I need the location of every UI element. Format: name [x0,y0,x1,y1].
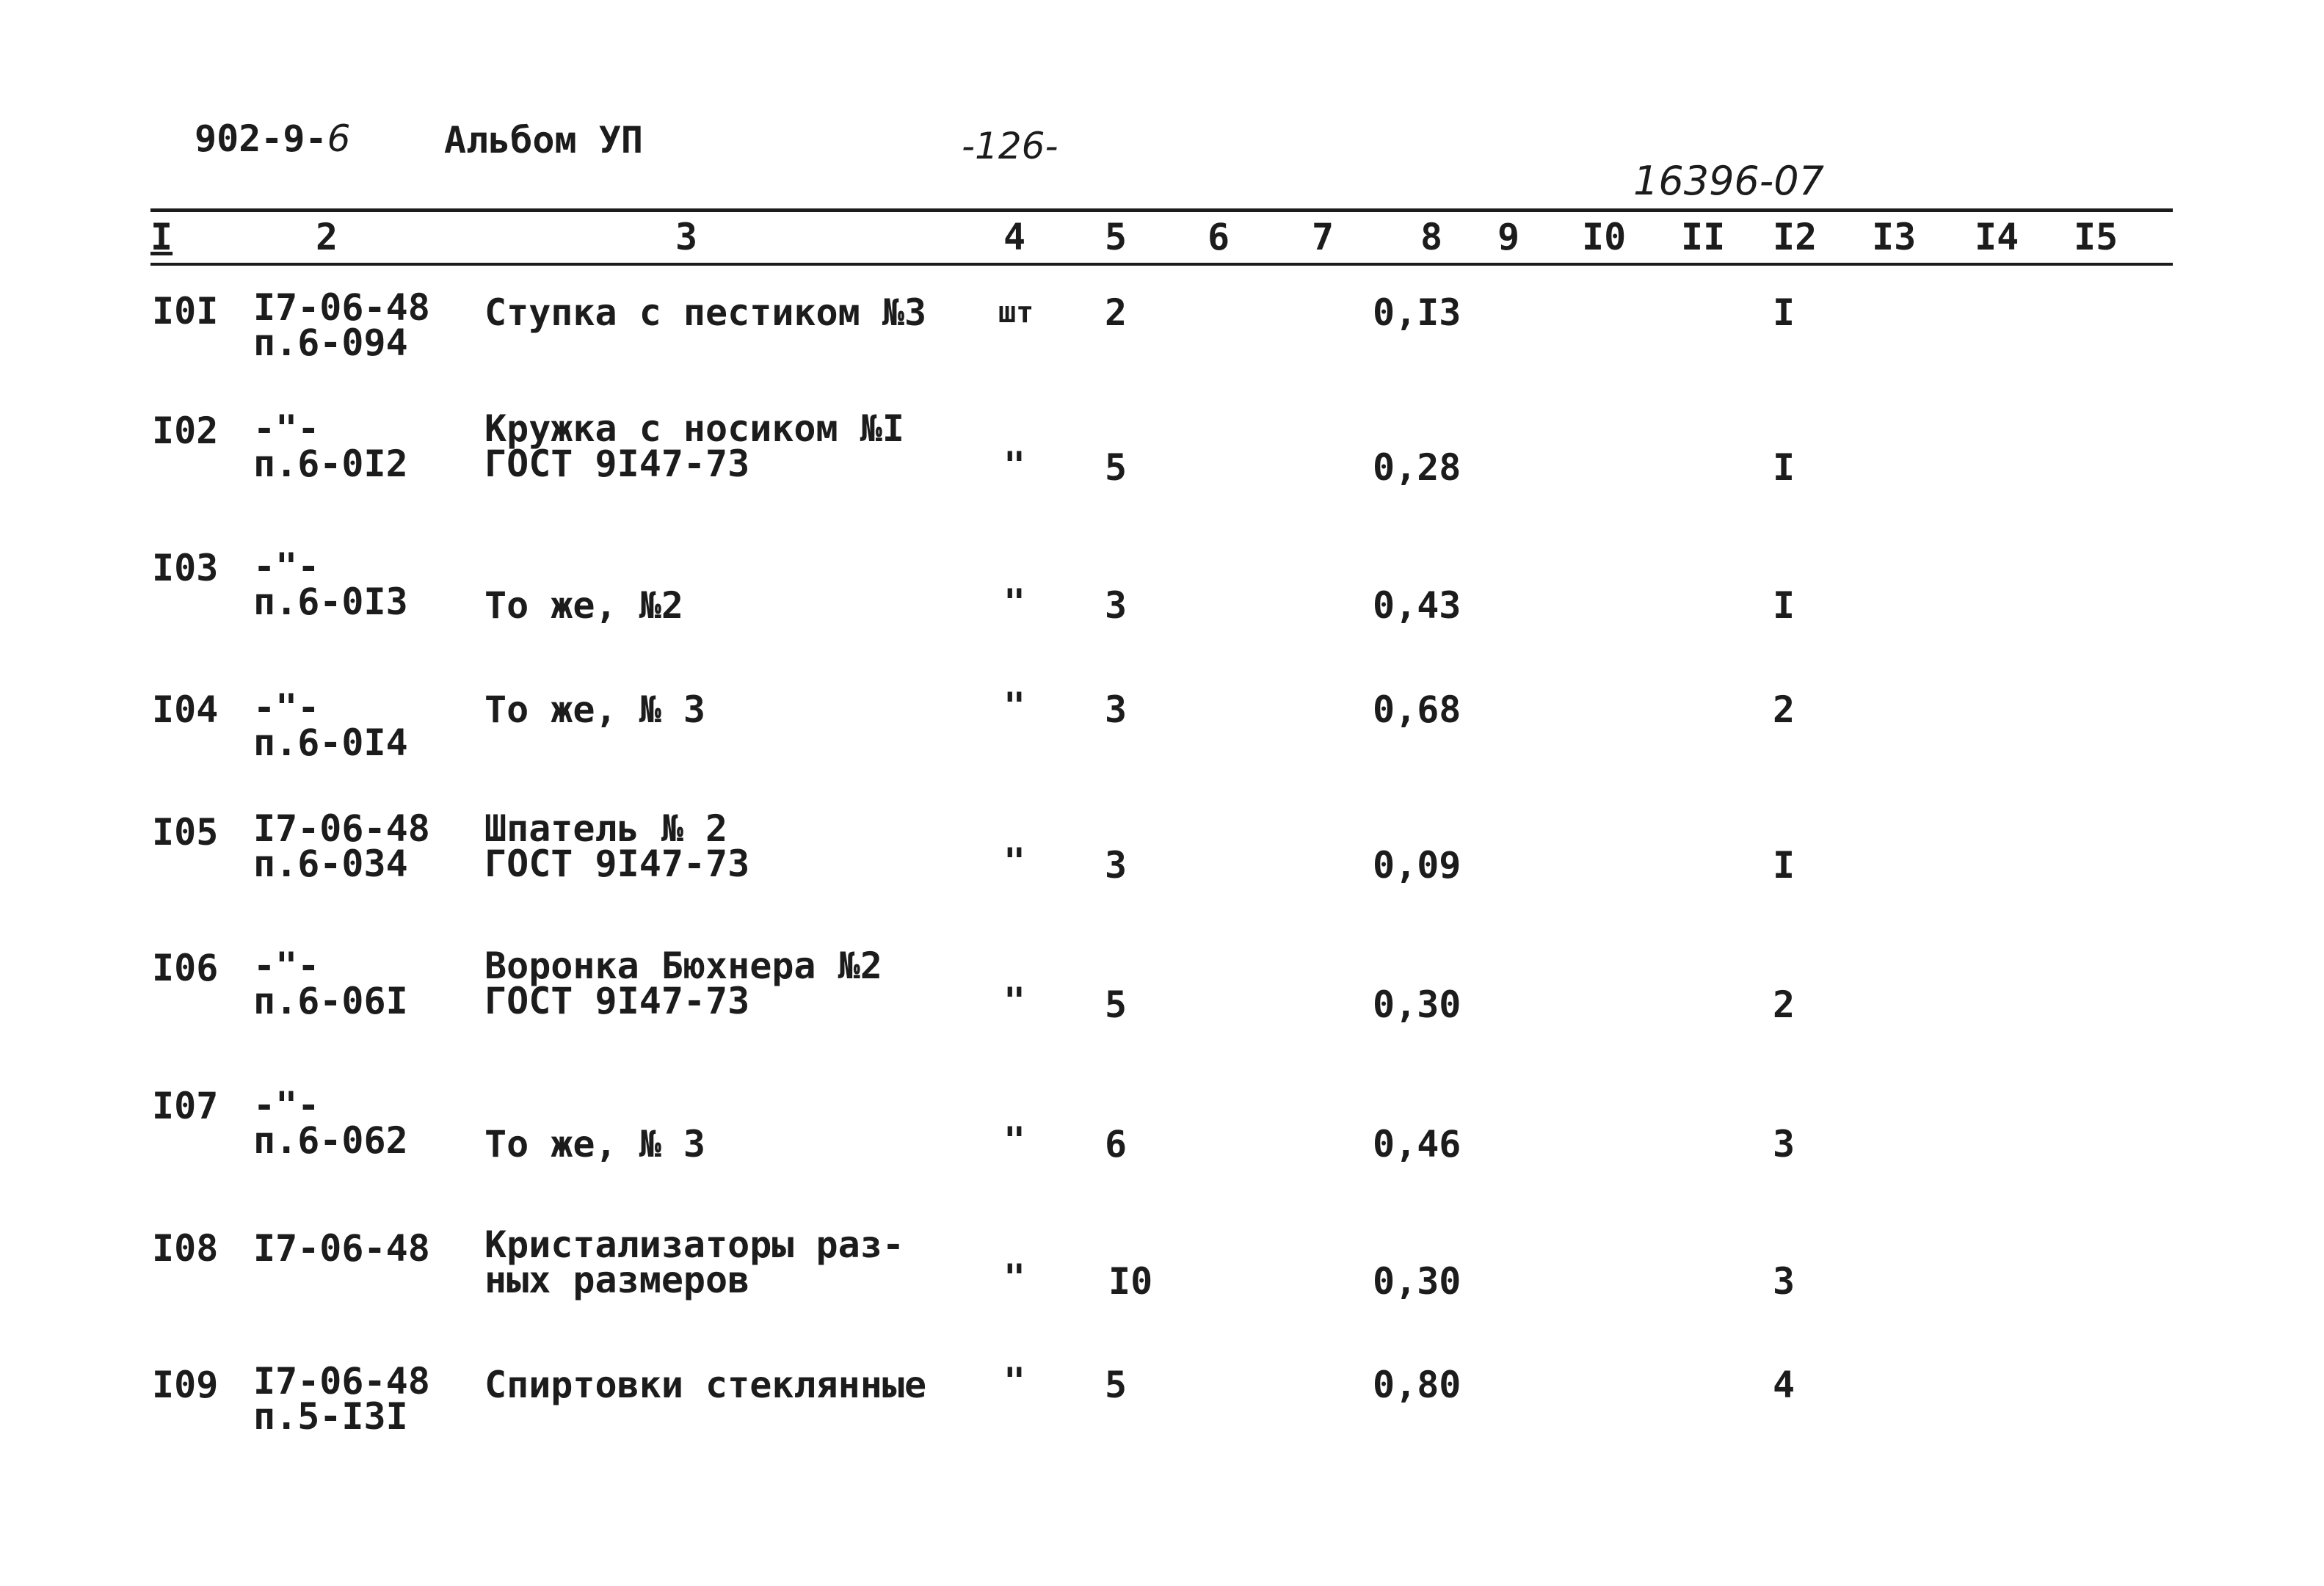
unit-cell: " [1003,581,1026,624]
column-number: 3 [675,216,698,258]
quantity-cell: 5 [1105,983,1127,1026]
document-code [195,117,350,160]
column-number: I2 [1773,216,1818,258]
code-line: -"- [253,686,320,729]
value-cell: 0,09 [1373,844,1461,887]
row-number: I09 [152,1364,219,1406]
value-cell: 0,80 [1373,1364,1461,1406]
code-cell [253,545,408,623]
quantity-cell: I0 [1108,1260,1153,1303]
value-cell: 0,46 [1373,1123,1461,1165]
unit-cell: " [1003,840,1026,883]
code-cell [253,1360,430,1438]
column-number: 2 [316,216,338,258]
value-cell: 0,43 [1373,584,1461,627]
quantity-cell: 5 [1105,446,1127,489]
item-name [484,807,750,885]
quantity-cell: 3 [1105,844,1127,887]
item-name: То же, №2 [484,584,683,627]
column-12-cell: 3 [1773,1123,1795,1165]
unit-cell: шт [998,296,1034,330]
code-line: -"- [253,945,320,987]
table-top-rule [150,208,2173,212]
item-name: Спиртовки стеклянные [484,1364,927,1406]
document-code-handwritten: 6 [327,117,351,160]
column-number: I [150,216,173,258]
column-number: I3 [1872,216,1917,258]
code-line: I7-06-48 [253,807,430,850]
column-number: 5 [1105,216,1127,258]
album-title: Альбом УП [444,119,643,161]
column-12-cell: 2 [1773,983,1795,1026]
column-12-cell: I [1773,291,1795,334]
value-cell: 0,30 [1373,1260,1461,1303]
unit-cell: " [1003,1360,1026,1403]
page-number: -126- [962,125,1058,167]
unit-cell: " [1003,444,1026,487]
code-cell [253,286,430,364]
row-number: I07 [152,1085,219,1127]
item-name: То же, № 3 [484,1123,706,1165]
item-name [484,945,882,1022]
row-number: I0I [152,290,219,332]
item-name-line: ГОСТ 9I47-73 [484,443,750,485]
code-line: п.6-0I3 [253,581,408,623]
row-number: I08 [152,1227,219,1270]
unit-cell: " [1003,685,1026,727]
code-line: п.6-034 [253,843,408,885]
table-header-rule [150,263,2173,266]
column-12-cell: 3 [1773,1260,1795,1303]
code-line: п.6-0I4 [253,721,408,764]
row-number: I06 [152,947,219,989]
code-cell: I7-06-48 [253,1227,430,1270]
item-name-line: Воронка Бюхнера №2 [484,945,882,987]
item-name-line: ГОСТ 9I47-73 [484,980,750,1022]
code-line: I7-06-48 [253,286,430,329]
code-cell [253,807,430,885]
code-line: п.6-094 [253,321,408,364]
code-line: I7-06-48 [253,1360,430,1403]
column-12-cell: I [1773,446,1795,489]
column-12-cell: 2 [1773,688,1795,731]
value-cell: 0,I3 [1373,291,1461,334]
column-number: 8 [1420,216,1443,258]
item-name-line: ГОСТ 9I47-73 [484,843,750,885]
quantity-cell: 3 [1105,584,1127,627]
quantity-cell: 3 [1105,688,1127,731]
item-name-line: Кристализаторы раз- [484,1223,904,1266]
value-cell: 0,28 [1373,446,1461,489]
code-line: п.6-0I2 [253,443,408,485]
quantity-cell: 6 [1105,1123,1127,1165]
column-number: I0 [1582,216,1627,258]
column-12-cell: 4 [1773,1364,1795,1406]
code-line: -"- [253,407,320,450]
code-cell [253,1084,408,1162]
item-name [484,1223,904,1301]
document-number: 16396-07 [1633,158,1824,204]
unit-cell: " [1003,1256,1026,1299]
code-line: -"- [253,545,320,588]
unit-cell: " [1003,1119,1026,1162]
code-line: -"- [253,1084,320,1127]
unit-cell: " [1003,980,1026,1022]
item-name: То же, № 3 [484,688,706,731]
document-code-printed: 902-9- [195,117,327,160]
item-name [484,407,904,485]
code-line: п.5-I3I [253,1395,408,1438]
value-cell: 0,30 [1373,983,1461,1026]
column-number: 6 [1208,216,1230,258]
code-cell [253,945,408,1022]
item-name: Ступка с пестиком №3 [484,291,927,334]
column-number: I4 [1975,216,2019,258]
column-number: I5 [2074,216,2118,258]
row-number: I03 [152,547,219,589]
column-number: 9 [1497,216,1520,258]
value-cell: 0,68 [1373,688,1461,731]
column-12-cell: I [1773,584,1795,627]
column-number: 4 [1003,216,1026,258]
code-cell [253,686,408,764]
column-12-cell: I [1773,844,1795,887]
code-line: п.6-06I [253,980,408,1022]
row-number: I05 [152,811,219,854]
item-name-line: Кружка с носиком №I [484,407,904,450]
code-line: п.6-062 [253,1119,408,1162]
quantity-cell: 2 [1105,291,1127,334]
quantity-cell: 5 [1105,1364,1127,1406]
item-name-line: Шпатель № 2 [484,807,728,850]
code-cell [253,407,408,485]
column-number: II [1681,216,1726,258]
item-name-line: ных размеров [484,1259,750,1301]
row-number: I02 [152,410,219,452]
row-number: I04 [152,688,219,731]
column-number: 7 [1312,216,1335,258]
